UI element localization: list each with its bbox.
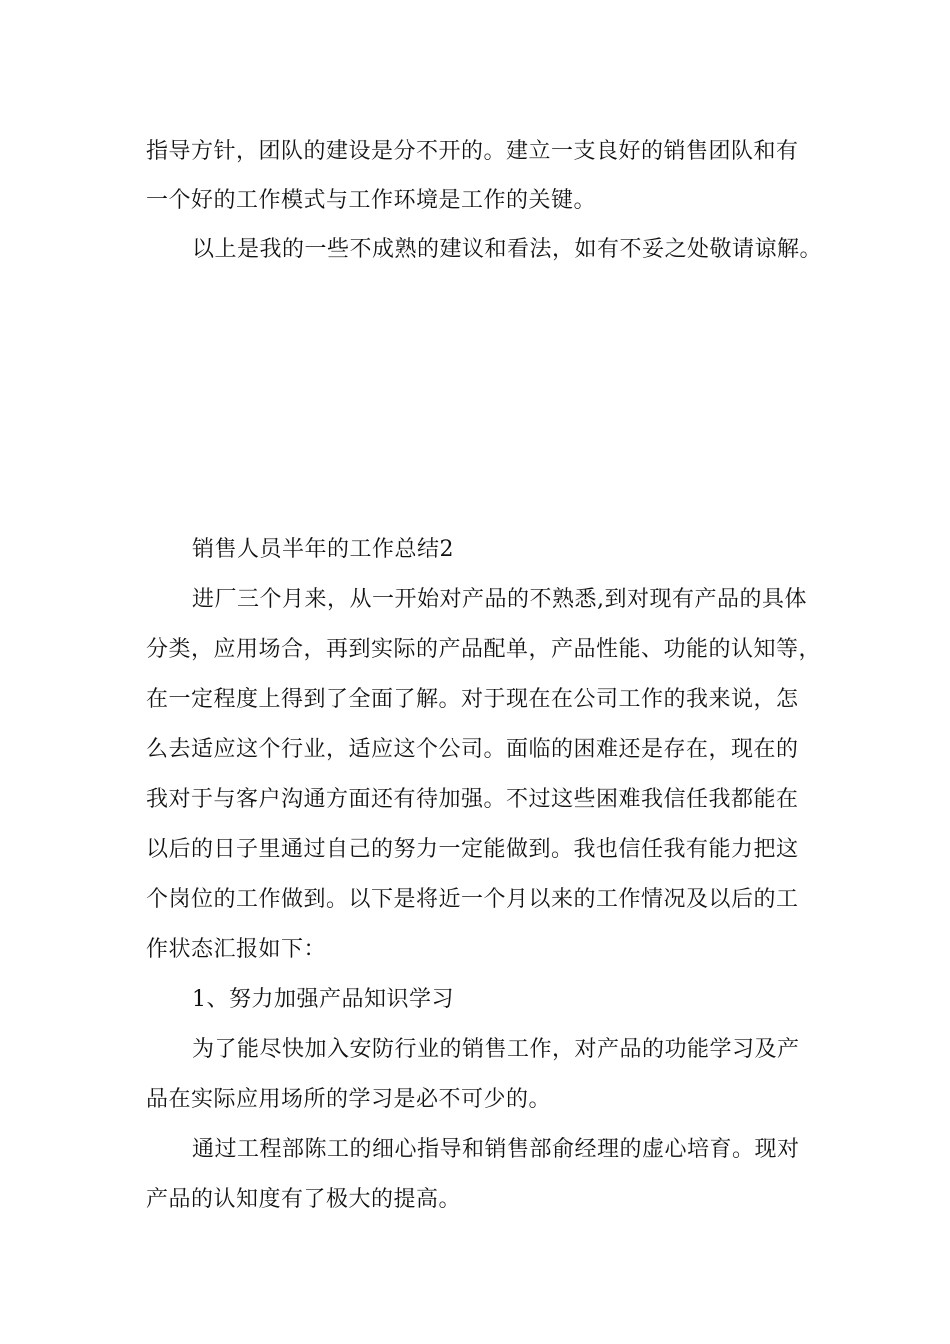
paragraph-line: 一个好的工作模式与工作环境是工作的关键。 xyxy=(146,188,597,213)
paragraph-line: 品在实际应用场所的学习是必不可少的。 xyxy=(146,1087,552,1112)
paragraph-line: 么去适应这个行业，适应这个公司。面临的困难还是存在，现在的 xyxy=(146,737,799,762)
paragraph-line: 为了能尽快加入安防行业的销售工作，对产品的功能学习及产 xyxy=(192,1037,800,1062)
section-title: 销售人员半年的工作总结2 xyxy=(192,537,454,562)
paragraph-line: 分类，应用场合，再到实际的产品配单，产品性能、功能的认知等， xyxy=(146,637,822,662)
paragraph-line: 指导方针，团队的建设是分不开的。建立一支良好的销售团队和有 xyxy=(146,139,799,164)
closing-statement: 以上是我的一些不成熟的建议和看法，如有不妥之处敬请谅解。 xyxy=(192,237,823,262)
paragraph-line: 在一定程度上得到了全面了解。对于现在在公司工作的我来说，怎 xyxy=(146,687,799,712)
paragraph-line: 产品的认知度有了极大的提高。 xyxy=(146,1187,462,1212)
paragraph-line: 通过工程部陈工的细心指导和销售部俞经理的虚心培育。现对 xyxy=(192,1137,800,1162)
paragraph-line: 个岗位的工作做到。以下是将近一个月以来的工作情况及以后的工 xyxy=(146,887,799,912)
paragraph-line: 进厂三个月来，从一开始对产品的不熟悉,到对现有产品的具体 xyxy=(192,587,807,612)
paragraph-line: 我对于与客户沟通方面还有待加强。不过这些困难我信任我都能在 xyxy=(146,787,799,812)
paragraph-line: 以后的日子里通过自己的努力一定能做到。我也信任我有能力把这 xyxy=(146,837,799,862)
subsection-heading: 1、努力加强产品知识学习 xyxy=(192,987,454,1012)
paragraph-line: 作状态汇报如下： xyxy=(146,937,327,962)
